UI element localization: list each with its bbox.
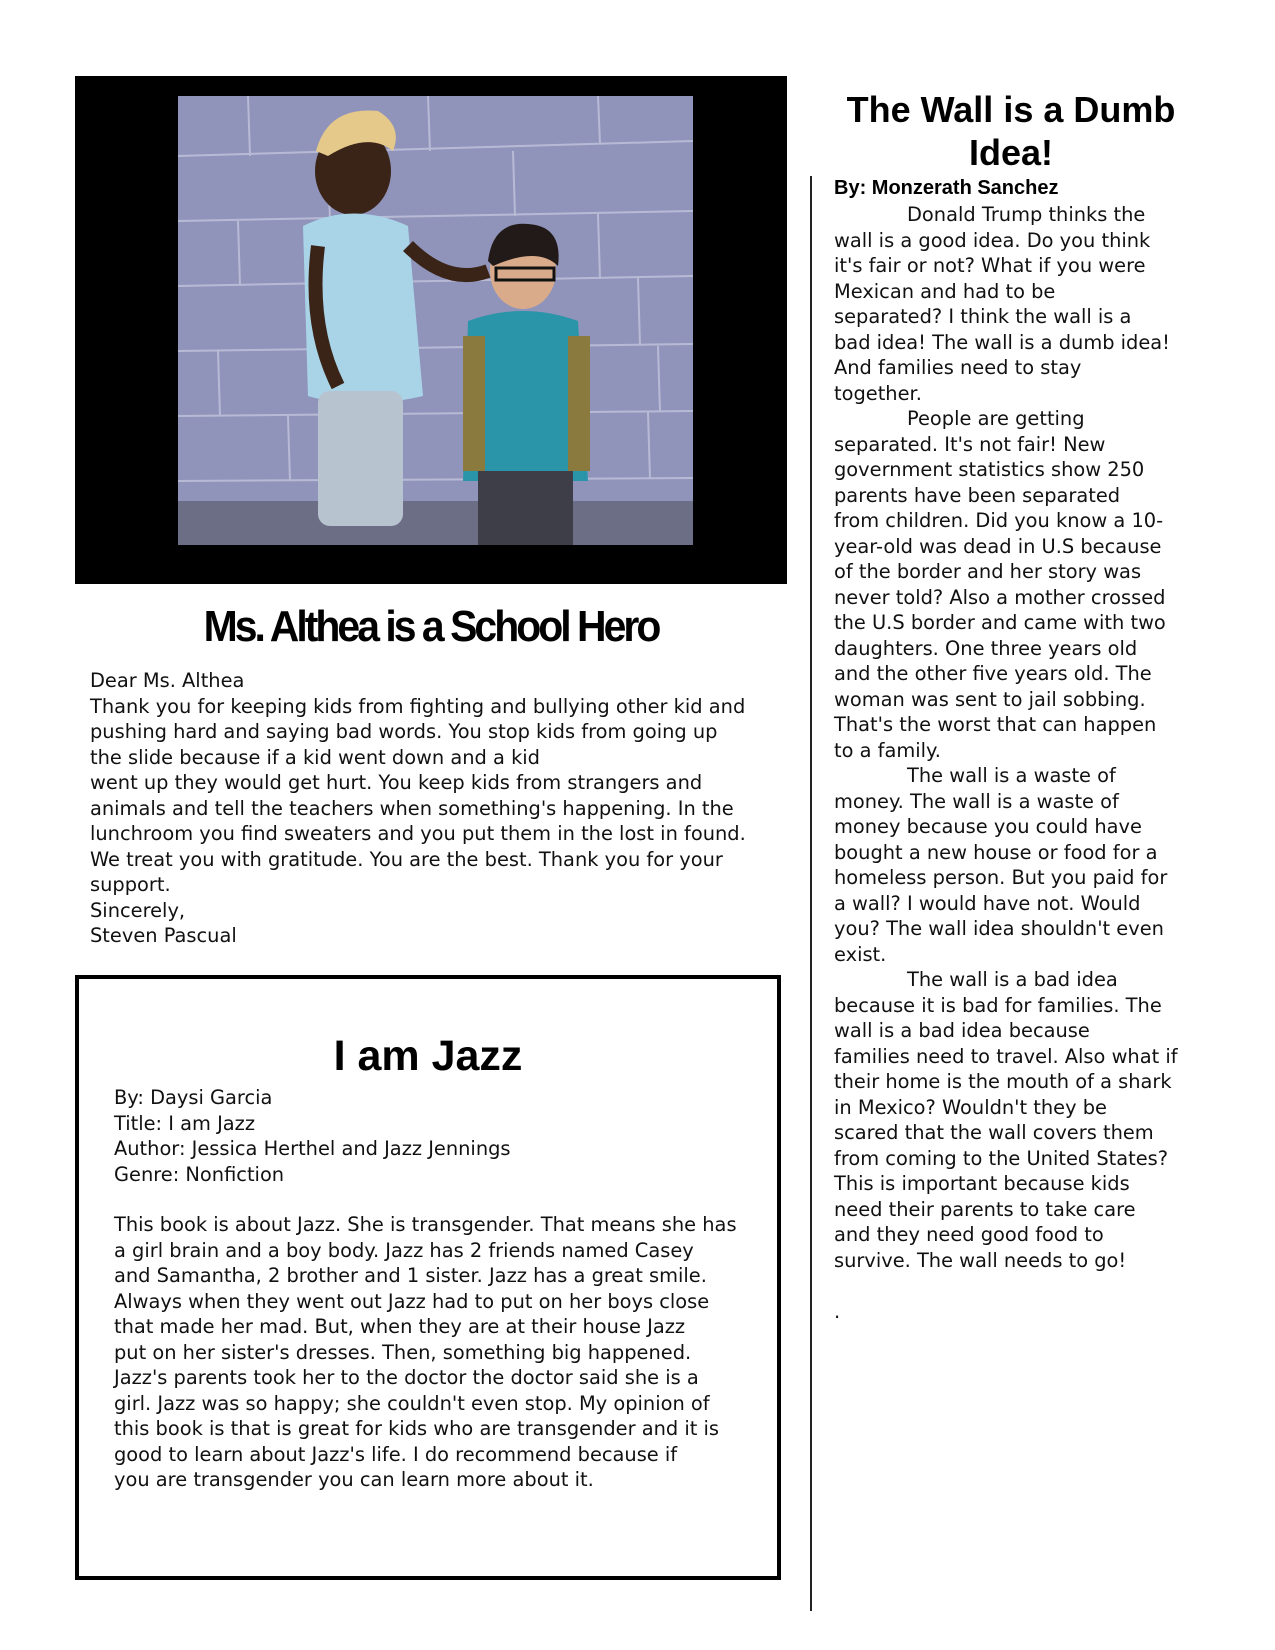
book-review-line: and Samantha, 2 brother and 1 sister. Jazz has a great smile.	[114, 1264, 707, 1287]
wall-article-line: separated. It's not fair! New	[834, 432, 1106, 456]
book-review-line: Jazz's parents took her to the doctor the doctor said she is a	[114, 1366, 699, 1389]
wall-article-line: money because you could have	[834, 815, 1142, 838]
wall-article-line: from children. Did you know a 10-	[834, 509, 1164, 532]
book-review-line: you are transgender you can learn more about it.	[114, 1468, 594, 1491]
wall-article-line: year-old was dead in U.S because	[834, 534, 1162, 558]
wall-article-line: People are getting	[907, 407, 1085, 430]
wall-article-line: and the other five years old. The	[834, 662, 1152, 685]
wall-article-line: their home is the mouth of a shark	[834, 1070, 1172, 1093]
wall-article-line: the U.S border and came with two	[834, 611, 1166, 634]
wall-article-line: The wall is a waste of	[907, 764, 1116, 787]
wall-article-line: And families need to stay	[834, 356, 1082, 379]
wall-article-line: of the border and her story was	[834, 560, 1142, 583]
book-meta-line: By: Daysi Garcia	[114, 1086, 273, 1109]
wall-article-line: from coming to the United States?	[834, 1146, 1169, 1170]
book-review-line: Always when they went out Jazz had to put on her boys close	[114, 1289, 710, 1313]
letter-line: the slide because if a kid went down and a kid	[90, 745, 540, 769]
wall-article-line: it's fair or not? What if you were	[834, 254, 1146, 277]
book-review-line: this book is that is great for kids who are transgender and it is	[114, 1417, 720, 1440]
photo-frame	[75, 76, 787, 584]
wall-article-line: together.	[834, 381, 922, 405]
letter-line: animals and tell the teachers when something's happening. In the	[90, 796, 734, 820]
wall-article-line: because it is bad for families. The	[834, 993, 1162, 1017]
wall-article-byline: By: Monzerath Sanchez	[834, 177, 1059, 199]
wall-article-line: and they need good food to	[834, 1223, 1104, 1246]
wall-article-line: need their parents to take care	[834, 1197, 1136, 1221]
book-review-line: This book is about Jazz. She is transgender. That means she has	[114, 1213, 737, 1236]
wall-article-line: Mexican and had to be	[834, 279, 1056, 303]
wall-title-line-2: Idea!	[968, 132, 1054, 173]
wall-article-line: This is important because kids	[834, 1172, 1130, 1195]
book-review-line: put on her sister's dresses. Then, something big happened.	[114, 1340, 692, 1364]
letter-line: lunchroom you find sweaters and you put them in the lost in found.	[90, 822, 746, 845]
book-review-meta	[114, 1085, 511, 1187]
photo-illustration	[178, 96, 693, 545]
letter-line: went up they would get hurt. You keep kids from strangers and	[90, 771, 703, 794]
column-divider	[810, 176, 812, 1611]
book-review-line: girl. Jazz was so happy; she couldn't even stop. My opinion of	[114, 1391, 710, 1415]
wall-article-line: survive. The wall needs to go!	[834, 1248, 1127, 1272]
wall-article-line: scared that the wall covers them	[834, 1121, 1154, 1144]
hero-photo	[178, 96, 693, 545]
wall-article-line: That's the worst that can happen	[834, 713, 1157, 736]
hero-letter	[90, 668, 790, 949]
wall-article-line	[834, 1273, 1204, 1299]
wall-article-line: wall is a good idea. Do you think	[834, 228, 1151, 252]
wall-article-line: you? The wall idea shouldn't even	[834, 917, 1164, 940]
letter-line: Dear Ms. Althea	[90, 669, 245, 692]
hero-article-title: Ms. Althea is a School Hero	[203, 602, 659, 651]
book-review-line: a girl brain and a boy body. Jazz has 2 friends named Casey	[114, 1238, 694, 1262]
wall-article-line: to a family.	[834, 738, 941, 762]
wall-article-line: money. The wall is a waste of	[834, 789, 1119, 813]
book-review-title: I am Jazz	[333, 1032, 523, 1080]
wall-article-line: bought a new house or food for a	[834, 840, 1158, 864]
letter-line: Sincerely,	[90, 898, 186, 922]
book-review-body	[114, 1212, 774, 1493]
book-review-box	[75, 975, 781, 1580]
book-review-line: that made her mad. But, when they are at their house Jazz	[114, 1315, 686, 1338]
wall-article-line: woman was sent to jail sobbing.	[834, 687, 1146, 711]
letter-line: support.	[90, 873, 171, 896]
wall-article-line: government statistics show 250	[834, 458, 1145, 481]
wall-article-line: The wall is a bad idea	[907, 968, 1118, 991]
book-meta-line: Genre: Nonfiction	[114, 1162, 285, 1186]
wall-title-line-1: The Wall is a Dumb	[846, 89, 1176, 130]
wall-article-body	[834, 202, 1204, 1324]
wall-article-line: Donald Trump thinks the	[907, 203, 1146, 226]
wall-article-line: parents have been separated	[834, 483, 1121, 507]
letter-line: Steven Pascual	[90, 924, 237, 947]
wall-article-line: a wall? I would have not. Would	[834, 891, 1141, 915]
wall-article-line: wall is a bad idea because	[834, 1019, 1090, 1042]
wall-article-line: exist.	[834, 942, 887, 966]
letter-line: Thank you for keeping kids from fighting and bullying other kid and	[90, 694, 746, 718]
wall-article-line: never told? Also a mother crossed	[834, 585, 1166, 609]
letter-line: We treat you with gratitude. You are the best. Thank you for your	[90, 847, 723, 871]
wall-article-line: bad idea! The wall is a dumb idea!	[834, 330, 1170, 354]
book-meta-line: Title: I am Jazz	[114, 1111, 256, 1135]
wall-article-line: .	[834, 1299, 841, 1323]
wall-article-line: in Mexico? Wouldn't they be	[834, 1095, 1107, 1119]
wall-article-line: separated? I think the wall is a	[834, 305, 1132, 328]
book-meta-line: Author: Jessica Herthel and Jazz Jennings	[114, 1137, 511, 1160]
wall-article-line: homeless person. But you paid for	[834, 866, 1168, 889]
wall-article-title	[826, 88, 1196, 174]
book-review-line: good to learn about Jazz's life. I do recommend because if	[114, 1442, 678, 1466]
wall-article-line: families need to travel. Also what if	[834, 1044, 1178, 1068]
wall-article-line: daughters. One three years old	[834, 636, 1138, 660]
letter-line: pushing hard and saying bad words. You stop kids from going up	[90, 720, 718, 743]
